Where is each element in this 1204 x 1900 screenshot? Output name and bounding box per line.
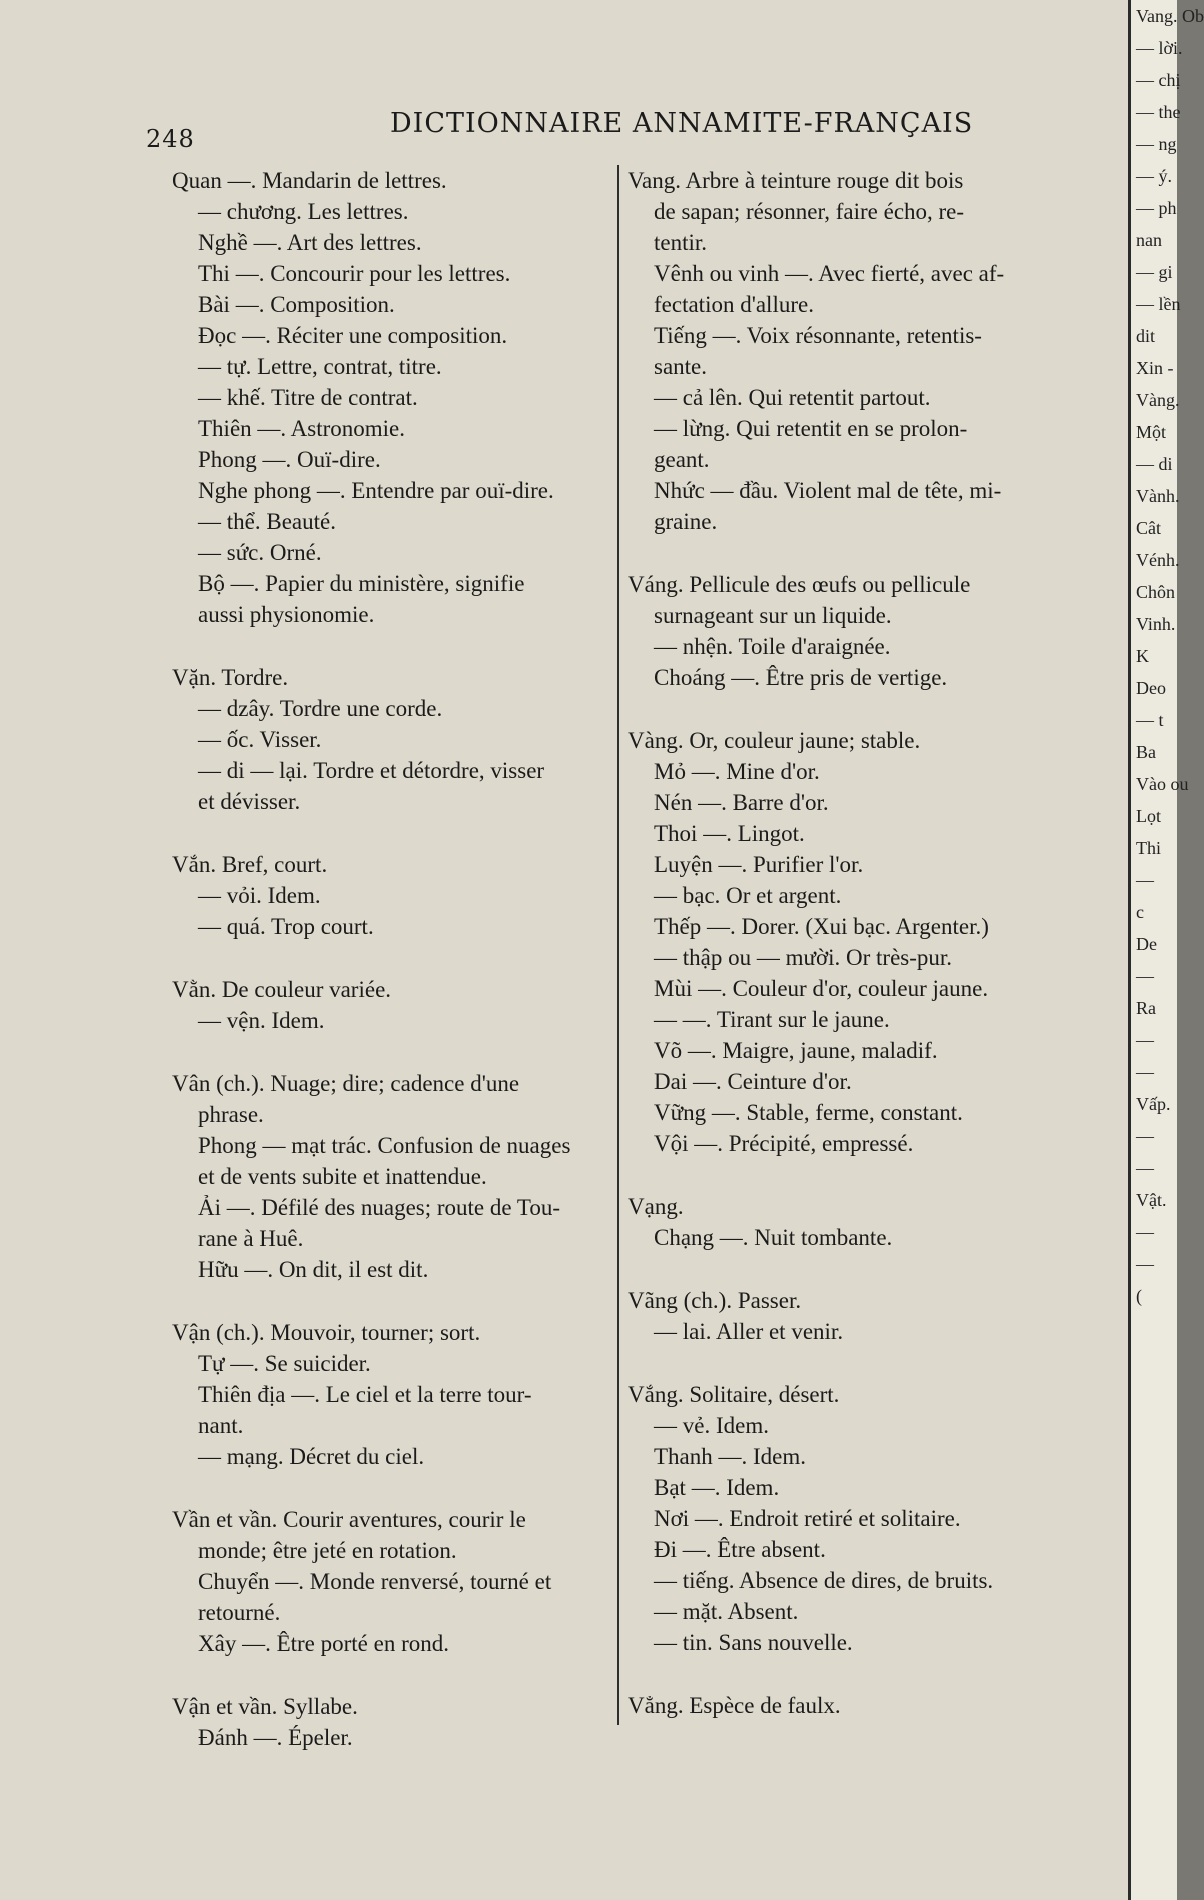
entry-headline: Vằn. De couleur variée. xyxy=(172,977,392,1002)
adjacent-page-fragment: Lọt xyxy=(1136,806,1161,826)
entry-line: sante. xyxy=(654,354,708,379)
entry-gap xyxy=(172,1285,612,1317)
entry-line: Thếp —. Dorer. (Xui bạc. Argenter.) xyxy=(654,914,989,939)
dictionary-entry xyxy=(628,725,1088,1159)
entry-line: phrase. xyxy=(198,1102,264,1127)
entry-line: surnageant sur un liquide. xyxy=(654,603,892,628)
entry-line: Hữu —. On dit, il est dit. xyxy=(198,1257,429,1282)
entry-line: Thiên —. Astronomie. xyxy=(198,416,405,441)
entry-line: geant. xyxy=(654,447,710,472)
entry-headline: Vạng. xyxy=(628,1194,684,1219)
entry-line: monde; être jeté en rotation. xyxy=(198,1538,457,1563)
entry-headline: Váng. Pellicule des œufs ou pellicule xyxy=(628,572,971,597)
entry-line: Ải —. Défilé des nuages; route de Tou- xyxy=(198,1195,561,1220)
entry-line: — tự. Lettre, contrat, titre. xyxy=(198,354,442,379)
dictionary-entry xyxy=(172,1068,612,1285)
entry-headline: Vắng. Solitaire, désert. xyxy=(628,1382,840,1407)
dictionary-entry xyxy=(628,165,1088,537)
adjacent-page-fragment: Ra xyxy=(1136,998,1156,1018)
adjacent-page-fragment: Ba xyxy=(1136,742,1156,762)
entry-line: — ốc. Visser. xyxy=(198,727,322,752)
entry-gap xyxy=(172,1036,612,1068)
entry-gap xyxy=(628,537,1088,569)
entry-line: graine. xyxy=(654,509,718,534)
adjacent-page-fragment: Thi xyxy=(1136,838,1161,858)
entry-headline: Vận et vần. Syllabe. xyxy=(172,1694,358,1719)
entry-headline: Vẳng. Espèce de faulx. xyxy=(628,1693,841,1718)
adjacent-page-fragment: — ph xyxy=(1136,198,1177,218)
entry-gap xyxy=(172,630,612,662)
entry-line: Vênh ou vinh —. Avec fierté, avec af- xyxy=(654,261,1005,286)
dictionary-entry xyxy=(628,1690,1088,1721)
adjacent-page-fragment: De xyxy=(1136,934,1157,954)
entry-headline: Vặn. Tordre. xyxy=(172,665,289,690)
entry-line: — mạng. Décret du ciel. xyxy=(198,1444,425,1469)
entry-line: — nhện. Toile d'araignée. xyxy=(654,634,891,659)
entry-line: tentir. xyxy=(654,230,708,255)
adjacent-page-fragment: Vật. xyxy=(1136,1190,1167,1210)
entry-gap xyxy=(628,1347,1088,1379)
entry-line: Tự —. Se suicider. xyxy=(198,1351,371,1376)
entry-gap xyxy=(628,1658,1088,1690)
adjacent-page-fragment: — xyxy=(1136,1158,1154,1178)
adjacent-page-fragment: — lời. xyxy=(1136,38,1183,58)
entry-line: nant. xyxy=(198,1413,244,1438)
adjacent-page-fragment: — xyxy=(1136,1030,1154,1050)
entry-headline: Vang. Arbre à teinture rouge dit bois xyxy=(628,168,964,193)
right-column xyxy=(628,165,1088,1721)
entry-line: Thi —. Concourir pour les lettres. xyxy=(198,261,511,286)
entry-line: Thoi —. Lingot. xyxy=(654,821,805,846)
entry-headline: Vân (ch.). Nuage; dire; cadence d'une xyxy=(172,1071,520,1096)
entry-line: Phong — mạt trác. Confusion de nuages xyxy=(198,1133,571,1158)
dictionary-entry xyxy=(172,849,612,942)
column-divider xyxy=(617,165,619,1725)
adjacent-page-fragment: Vấp. xyxy=(1136,1094,1171,1114)
adjacent-page-fragment: Xin - xyxy=(1136,358,1174,378)
adjacent-page-fragment: — di xyxy=(1136,454,1173,474)
adjacent-page-fragment: Vành. xyxy=(1136,486,1180,506)
entry-line: — bạc. Or et argent. xyxy=(654,883,842,908)
entry-line: retourné. xyxy=(198,1600,281,1625)
dictionary-entry xyxy=(172,974,612,1036)
entry-line: Nghề —. Art des lettres. xyxy=(198,230,422,255)
entry-line: — chương. Les lettres. xyxy=(198,199,409,224)
entry-headline: Quan —. Mandarin de lettres. xyxy=(172,168,447,193)
adjacent-page-fragment: Deo xyxy=(1136,678,1166,698)
entry-gap xyxy=(172,1659,612,1691)
adjacent-page-fragment: — xyxy=(1136,1126,1154,1146)
entry-line: Võ —. Maigre, jaune, maladif. xyxy=(654,1038,938,1063)
adjacent-page-fragment: Chôn xyxy=(1136,582,1176,602)
entry-line: Mỏ —. Mine d'or. xyxy=(654,759,820,784)
entry-headline: Vần et vần. Courir aventures, courir le xyxy=(172,1507,526,1532)
entry-line: Choáng —. Être pris de vertige. xyxy=(654,665,948,690)
entry-line: — —. Tirant sur le jaune. xyxy=(654,1007,890,1032)
adjacent-page-fragment: — xyxy=(1136,966,1154,986)
entry-line: — sức. Orné. xyxy=(198,540,322,565)
entry-line: aussi physionomie. xyxy=(198,602,375,627)
adjacent-page-fragment: — xyxy=(1136,1062,1154,1082)
entry-line: — vỏi. Idem. xyxy=(198,883,321,908)
adjacent-page-fragment: — ý. xyxy=(1136,166,1172,186)
entry-headline: Vãng (ch.). Passer. xyxy=(628,1288,802,1313)
entry-line: et de vents subite et inattendue. xyxy=(198,1164,487,1189)
dictionary-entry xyxy=(172,1504,612,1659)
adjacent-page-fragment: — ng xyxy=(1136,134,1177,154)
entry-line: Bài —. Composition. xyxy=(198,292,395,317)
entry-gap xyxy=(628,1253,1088,1285)
adjacent-page-fragment: Vinh. xyxy=(1136,614,1176,634)
adjacent-page-edge xyxy=(1128,0,1204,1900)
entry-line: — tiếng. Absence de dires, de bruits. xyxy=(654,1568,994,1593)
adjacent-page-fragment: — xyxy=(1136,1222,1154,1242)
entry-line: Vững —. Stable, ferme, constant. xyxy=(654,1100,963,1125)
entry-line: Mùi —. Couleur d'or, couleur jaune. xyxy=(654,976,989,1001)
entry-line: Bộ —. Papier du ministère, signifie xyxy=(198,571,525,596)
adjacent-page-fragment: ( xyxy=(1136,1286,1142,1306)
entry-line: rane à Huê. xyxy=(198,1226,304,1251)
adjacent-page-fragment: Vàng. xyxy=(1136,390,1180,410)
entry-line: — lai. Aller et venir. xyxy=(654,1319,844,1344)
entry-line: Luyện —. Purifier l'or. xyxy=(654,852,864,877)
adjacent-page-fragment: Vào ou xyxy=(1136,774,1189,794)
entry-line: — vện. Idem. xyxy=(198,1008,325,1033)
entry-line: Tiếng —. Voix résonnante, retentis- xyxy=(654,323,982,348)
adjacent-page-fragment: K xyxy=(1136,646,1149,666)
dictionary-entry xyxy=(628,569,1088,693)
entry-line: Dai —. Ceinture d'or. xyxy=(654,1069,852,1094)
entry-line: Phong —. Ouï-dire. xyxy=(198,447,381,472)
entry-line: — cả lên. Qui retentit partout. xyxy=(654,385,931,410)
adjacent-page-fragment: — xyxy=(1136,870,1154,890)
dictionary-entry xyxy=(172,1317,612,1472)
entry-line: — thể. Beauté. xyxy=(198,509,336,534)
adjacent-page-fragment: — lền xyxy=(1136,294,1181,314)
dictionary-entry xyxy=(628,1191,1088,1253)
dictionary-entry xyxy=(172,1691,612,1753)
entry-gap xyxy=(628,1159,1088,1191)
adjacent-page-fragment: — chị xyxy=(1136,70,1181,90)
dictionary-entry xyxy=(172,165,612,630)
entry-gap xyxy=(172,1472,612,1504)
entry-line: — mặt. Absent. xyxy=(654,1599,799,1624)
entry-line: — di — lại. Tordre et détordre, visser xyxy=(198,758,545,783)
entry-line: Nén —. Barre d'or. xyxy=(654,790,829,815)
entry-headline: Vàng. Or, couleur jaune; stable. xyxy=(628,728,921,753)
entry-line: Đánh —. Épeler. xyxy=(198,1725,353,1750)
entry-gap xyxy=(628,693,1088,725)
entry-line: — tin. Sans nouvelle. xyxy=(654,1630,853,1655)
entry-headline: Vắn. Bref, court. xyxy=(172,852,328,877)
entry-line: Đọc —. Réciter une composition. xyxy=(198,323,508,348)
entry-gap xyxy=(172,942,612,974)
entry-line: Thiên địa —. Le ciel et la terre tour- xyxy=(198,1382,532,1407)
entry-line: Xây —. Être porté en rond. xyxy=(198,1631,450,1656)
entry-line: fectation d'allure. xyxy=(654,292,814,317)
entry-line: — lừng. Qui retentit en se prolon- xyxy=(654,416,968,441)
entry-gap xyxy=(172,817,612,849)
entry-line: — thập ou — mười. Or très-pur. xyxy=(654,945,953,970)
entry-line: — quá. Trop court. xyxy=(198,914,374,939)
entry-line: Chạng —. Nuit tombante. xyxy=(654,1225,893,1250)
adjacent-page-fragment: — xyxy=(1136,1254,1154,1274)
adjacent-page-fragment: nan xyxy=(1136,230,1162,250)
adjacent-page-fragment: c xyxy=(1136,902,1144,922)
entry-line: Vội —. Précipité, empressé. xyxy=(654,1131,914,1156)
adjacent-page-fragment: — gi xyxy=(1136,262,1173,282)
entry-headline: Vận (ch.). Mouvoir, tourner; sort. xyxy=(172,1320,481,1345)
adjacent-page-fragment: Một xyxy=(1136,422,1167,442)
entry-line: — vẻ. Idem. xyxy=(654,1413,769,1438)
entry-line: Bạt —. Idem. xyxy=(654,1475,780,1500)
entry-line: Chuyển —. Monde renversé, tourné et xyxy=(198,1569,552,1594)
adjacent-page-fragment: — the xyxy=(1136,102,1181,122)
adjacent-page-fragment: Cât xyxy=(1136,518,1161,538)
left-column xyxy=(172,165,612,1753)
entry-line: Đi —. Être absent. xyxy=(654,1537,826,1562)
entry-line: de sapan; résonner, faire écho, re- xyxy=(654,199,965,224)
entry-line: — khế. Titre de contrat. xyxy=(198,385,418,410)
adjacent-page-fragment: — t xyxy=(1136,710,1164,730)
dictionary-entry xyxy=(628,1285,1088,1347)
entry-line: Thanh —. Idem. xyxy=(654,1444,807,1469)
dictionary-entry xyxy=(628,1379,1088,1658)
entry-line: Nơi —. Endroit retiré et solitaire. xyxy=(654,1506,961,1531)
adjacent-page-fragment: Vénh. xyxy=(1136,550,1180,570)
entry-line: Nhức — đầu. Violent mal de tête, mi- xyxy=(654,478,1002,503)
page-number: 248 xyxy=(146,125,195,153)
dictionary-entry xyxy=(172,662,612,817)
entry-line: Nghe phong —. Entendre par ouï-dire. xyxy=(198,478,554,503)
running-head-title: DICTIONNAIRE ANNAMITE-FRANÇAIS xyxy=(390,108,974,139)
adjacent-page-fragment: Vang. Ob xyxy=(1136,6,1204,26)
entry-line: — dzây. Tordre une corde. xyxy=(198,696,443,721)
entry-line: et dévisser. xyxy=(198,789,301,814)
adjacent-page-fragment: dit xyxy=(1136,326,1156,346)
